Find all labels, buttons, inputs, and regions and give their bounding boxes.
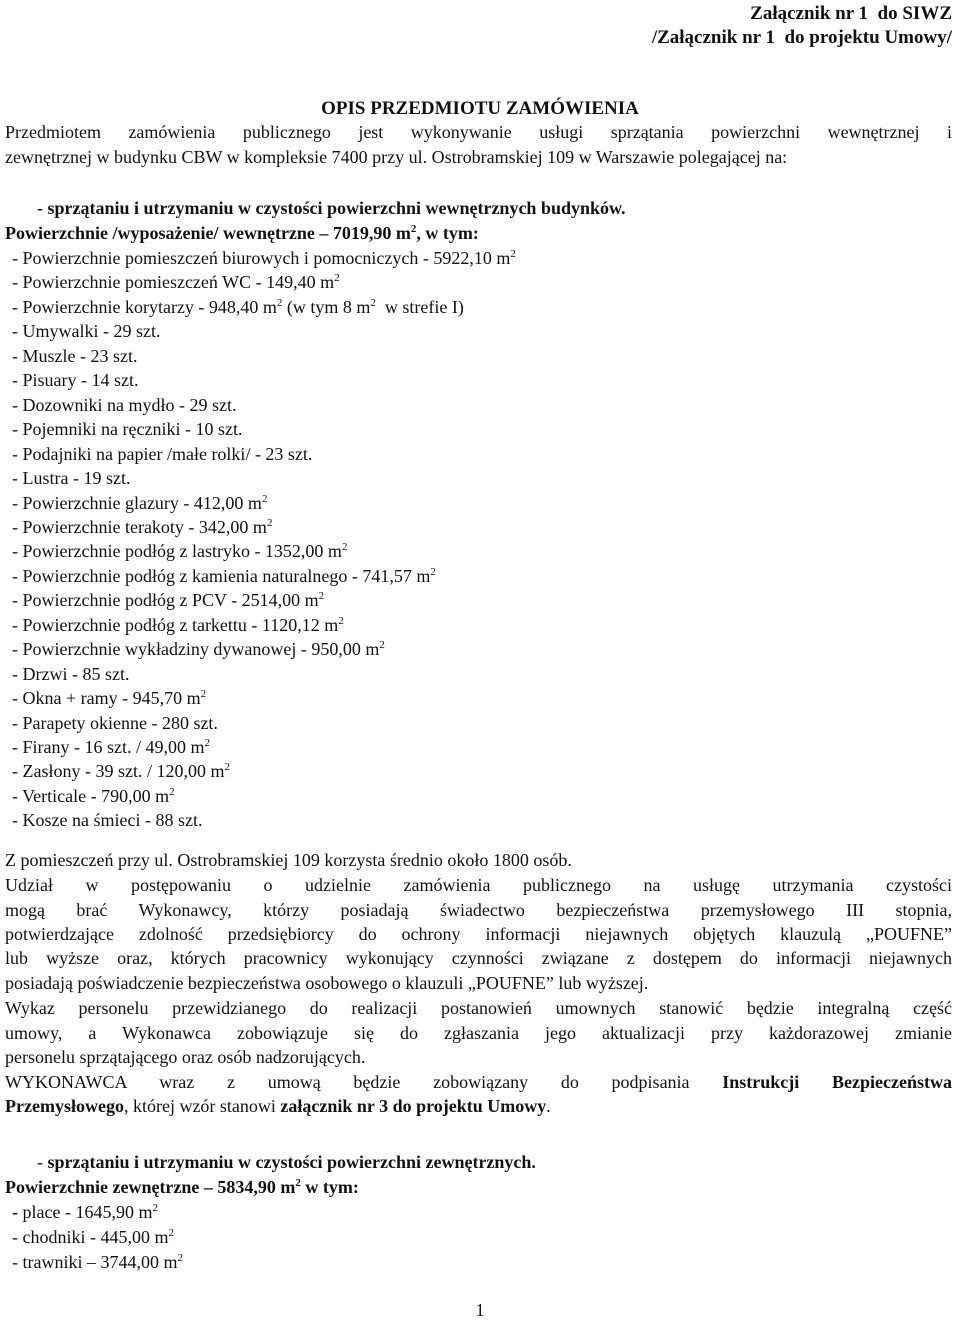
paragraph-line: Przemysłowego, której wzór stanowi załącznik nr 3 do projektu Umowy.	[5, 1096, 551, 1116]
intro-line-2: zewnętrznej w budynku CBW w kompleksie 7400 przy ul. Ostrobramskiej 109 w Warszawie polegającej na:	[5, 147, 788, 167]
internal-item: - Parapety okienne - 280 szt.	[12, 712, 218, 733]
paragraph-line: WYKONAWCA wraz z umową będzie zobowiązany do podpisania Instrukcji Bezpieczeństwa	[5, 1072, 952, 1092]
page-number: 1	[475, 1300, 485, 1320]
internal-item: - Powierzchnie pomieszczeń biurowych i pomocniczych - 5922,10 $m^2$	[12, 248, 516, 268]
internal-item: - Lustra - 19 szt.	[12, 468, 131, 489]
paragraph-line: potwierdzające zdolność przedsiębiorcy do ochrony informacji niejawnych objętych klauzulą „POUFNE”	[5, 924, 952, 944]
paragraph-line: mogą brać Wykonawcy, którzy posiadają świadectwo bezpieczeństwa przemysłowego III stopnia,	[5, 900, 952, 920]
paragraph-line: Wykaz personelu przewidzianego do realizacji postanowień umownych stanowić będzie integralną część	[5, 998, 952, 1018]
internal-item: - Powierzchnie glazury - 412,00 $m^2$	[12, 492, 268, 513]
paragraph-line: lub wyższe oraz, których pracownicy wykonujący czynności związane z dostępem do informacji niejawnych	[5, 948, 952, 968]
internal-item: - Firany - 16 szt. / 49,00 $m^2$	[12, 737, 210, 757]
internal-item: - Umywalki - 29 szt.	[12, 321, 161, 342]
internal-item: - Powierzchnie korytarzy - 948,40 $m^2$ (w tym 8 $m^2$ w strefie I)	[12, 296, 464, 317]
internal-total: Powierzchnie /wyposażenie/ wewnętrzne – 7019,90 $m^2$, w tym:	[5, 223, 479, 243]
external-heading: - sprzątaniu i utrzymaniu w czystości powierzchni zewnętrznych.	[37, 1152, 536, 1172]
internal-item: - Powierzchnie podłóg z tarkettu - 1120,12 $m^2$	[12, 614, 344, 635]
internal-item: - Zasłony - 39 szt. / 120,00 $m^2$	[12, 761, 230, 782]
internal-item: - Pisuary - 14 szt.	[12, 370, 139, 391]
paragraph-line: posiadają poświadczenie bezpieczeństwa osobowego o klauzuli „POUFNE” lub wyższej.	[5, 973, 649, 993]
paragraph-line: umowy, a Wykonawca zobowiązuje się do zgłaszania jego aktualizacji przy każdorazowej zmianie	[5, 1023, 952, 1043]
internal-item: - Podajniki na papier /małe rolki/ - 23 szt.	[12, 443, 313, 464]
internal-item: - Powierzchnie terakoty - 342,00 $m^2$	[12, 516, 273, 537]
internal-item: - Powierzchnie podłóg z lastryko - 1352,00 $m^2$	[12, 541, 348, 562]
document-title: OPIS PRZEDMIOTU ZAMÓWIENIA	[321, 98, 639, 119]
annex-contract-label: /Załącznik nr 1 do projektu Umowy/	[651, 27, 952, 48]
internal-item: - Okna + ramy - 945,70 $m^2$	[12, 688, 207, 709]
paragraph-line: personelu sprzątającego oraz osób nadzorujących.	[5, 1047, 366, 1067]
internal-item: - Kosze na śmieci - 88 szt.	[12, 810, 203, 831]
internal-item: - Dozowniki na mydło - 29 szt.	[12, 394, 237, 415]
paragraph-line: Udział w postępowaniu o udzielnie zamówienia publicznego na usługę utrzymania czystości	[5, 875, 952, 895]
internal-item: - Powierzchnie podłóg z PCV - 2514,00 $m^2$	[12, 590, 325, 611]
internal-item: - Drzwi - 85 szt.	[12, 663, 130, 684]
internal-item: - Powierzchnie podłóg z kamienia naturalnego - 741,57 $m^2$	[12, 565, 436, 586]
internal-item: - Powierzchnie wykładziny dywanowej - 950,00 $m^2$	[12, 639, 385, 660]
external-total: Powierzchnie zewnętrzne – 5834,90 $m^2$ w tym:	[5, 1177, 359, 1197]
annex-label: Załącznik nr 1 do SIWZ	[750, 3, 952, 24]
internal-item: - Powierzchnie pomieszczeń WC - 149,40 $m^2$	[12, 272, 340, 293]
internal-item: - Muszle - 23 szt.	[12, 345, 138, 366]
internal-heading: - sprzątaniu i utrzymaniu w czystości powierzchni wewnętrznych budynków.	[37, 198, 626, 218]
intro-line-1: Przedmiotem zamówienia publicznego jest wykonywanie usługi sprzątania powierzchni wewnętrznej i	[5, 122, 952, 142]
external-item: - trawniki – 3744,00 $m^2$	[12, 1252, 183, 1272]
internal-item: - Pojemniki na ręczniki - 10 szt.	[12, 419, 243, 440]
usage-note: Z pomieszczeń przy ul. Ostrobramskiej 109 korzysta średnio około 1800 osób.	[5, 850, 572, 870]
external-item: - place - 1645,90 $m^2$	[12, 1202, 158, 1222]
external-item: - chodniki - 445,00 $m^2$	[12, 1227, 174, 1247]
internal-item: - Verticale - 790,00 $m^2$	[12, 785, 175, 806]
